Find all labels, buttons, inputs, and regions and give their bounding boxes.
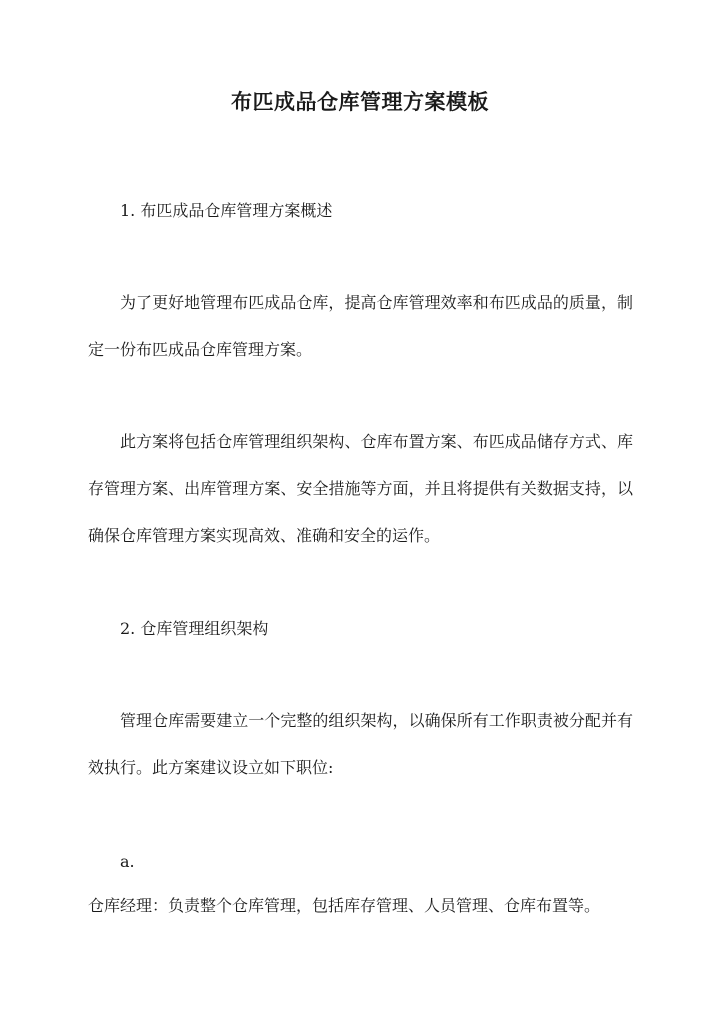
section-1-heading: 1. 布匹成品仓库管理方案概述 — [120, 201, 333, 220]
list-item-a-marker: a. — [120, 852, 135, 871]
document-title: 布匹成品仓库管理方案模板 — [231, 89, 489, 114]
section-1-paragraph-2: 此方案将包括仓库管理组织架构、仓库布置方案、布匹成品储存方式、库存管理方案、出库管理方案、安全措施等方面，并且将提供有关数据支持，以确保仓库管理方案实现高效、准确和安全的运作。 — [88, 432, 633, 545]
section-1-paragraph-1: 为了更好地管理布匹成品仓库，提高仓库管理效率和布匹成品的质量，制定一份布匹成品仓库管理方案。 — [88, 293, 633, 359]
section-2-heading: 2. 仓库管理组织架构 — [120, 619, 269, 638]
section-2-paragraph-1: 管理仓库需要建立一个完整的组织架构，以确保所有工作职责被分配并有效执行。此方案建议设立如下职位: — [88, 711, 633, 777]
list-item-a-text: 仓库经理：负责整个仓库管理，包括库存管理、人员管理、仓库布置等。 — [88, 896, 601, 915]
